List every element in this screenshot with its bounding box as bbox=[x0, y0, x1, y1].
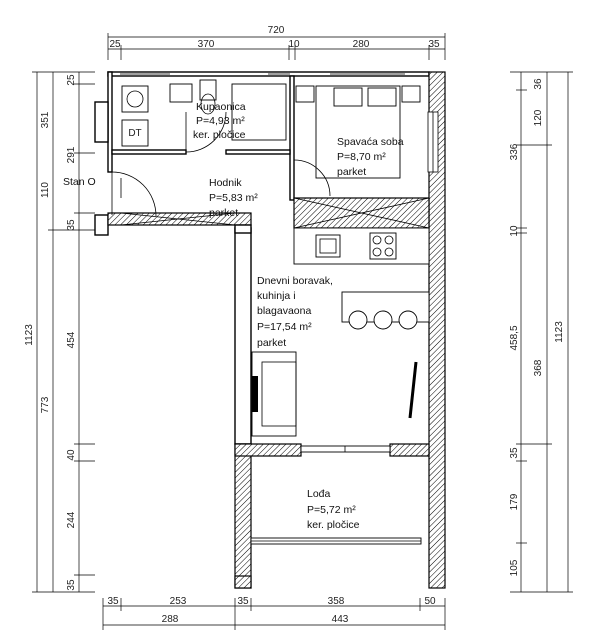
bar-stool bbox=[374, 311, 392, 329]
dim-top-seg: 280 bbox=[352, 39, 370, 50]
dim-bottom-seg: 253 bbox=[169, 596, 187, 607]
dim-left-seg: 351 bbox=[40, 111, 51, 129]
dim-right-outer: 1123 bbox=[554, 321, 565, 343]
bar-stool bbox=[399, 311, 417, 329]
label-hallway-name: Hodnik bbox=[209, 177, 242, 189]
dim-right-seg: 458,5 bbox=[509, 325, 520, 351]
label-living-area: P=17,54 m² bbox=[257, 321, 312, 333]
top-dimension-chain bbox=[108, 25, 445, 60]
dim-bottom-seg: 50 bbox=[424, 596, 436, 607]
washbasin bbox=[170, 84, 192, 102]
entrance-door bbox=[112, 172, 156, 216]
label-loggia-name: Lođa bbox=[307, 488, 331, 500]
dim-bottom-seg: 35 bbox=[237, 596, 249, 607]
dim-right-seg: 179 bbox=[509, 493, 520, 511]
left-dimension-chain bbox=[24, 72, 95, 592]
label-living-floor: parket bbox=[257, 337, 287, 349]
label-bedroom-floor: parket bbox=[337, 166, 367, 178]
dim-bottom-seg: 358 bbox=[327, 596, 345, 607]
dining-set bbox=[342, 292, 429, 329]
dim-bottom-total: 288 bbox=[161, 614, 179, 625]
dim-right-seg: 10 bbox=[509, 225, 520, 237]
right-dimension-chain bbox=[509, 72, 573, 592]
dim-left-seg: 35 bbox=[66, 579, 77, 591]
label-hallway-area: P=5,83 m² bbox=[209, 192, 258, 204]
dim-left-outer: 773 bbox=[40, 396, 51, 414]
label-living-name: Dnevni boravak, bbox=[257, 275, 333, 287]
dryer-label: DT bbox=[128, 128, 142, 139]
label-bathroom-floor: ker. pločice bbox=[193, 129, 246, 141]
dim-right-seg: 36 bbox=[533, 78, 544, 90]
dim-left-outer: 1123 bbox=[24, 324, 35, 346]
bar-stool bbox=[349, 311, 367, 329]
dim-right-seg: 336 bbox=[509, 143, 520, 161]
dim-left-seg: 40 bbox=[66, 449, 77, 461]
dim-right-seg: 35 bbox=[509, 447, 520, 459]
sofa bbox=[252, 352, 296, 436]
kitchen-counter bbox=[294, 228, 429, 264]
label-hallway-floor: parket bbox=[209, 207, 239, 219]
dim-right-seg: 105 bbox=[509, 559, 520, 577]
toilet bbox=[200, 80, 216, 100]
dim-top-total: 720 bbox=[267, 25, 285, 36]
label-loggia-area: P=5,72 m² bbox=[307, 504, 356, 516]
label-living-name: blagavaona bbox=[257, 305, 312, 317]
label-bedroom-area: P=8,70 m² bbox=[337, 151, 386, 163]
nightstand bbox=[296, 86, 314, 102]
dim-left-seg: 244 bbox=[66, 511, 77, 529]
label-living-name: kuhinja i bbox=[257, 290, 296, 302]
dim-right-outer: 368 bbox=[533, 359, 544, 377]
label-entrance: Stan O bbox=[63, 176, 96, 188]
dim-bottom-seg: 35 bbox=[107, 596, 119, 607]
pillow bbox=[334, 88, 362, 106]
label-bathroom-name: Kupaonica bbox=[196, 101, 246, 113]
dim-left-seg: 110 bbox=[40, 182, 51, 198]
dim-right-seg: 120 bbox=[533, 109, 544, 127]
pillow bbox=[368, 88, 396, 106]
dim-top-seg: 35 bbox=[428, 39, 440, 50]
label-bathroom-area: P=4,93 m² bbox=[196, 115, 245, 127]
nightstand bbox=[402, 86, 420, 102]
dim-bottom-total: 443 bbox=[331, 614, 349, 625]
dim-left-seg: 454 bbox=[66, 331, 77, 349]
bottom-dimension-chain bbox=[103, 596, 445, 630]
dim-left-seg: 25 bbox=[66, 74, 77, 86]
label-loggia-floor: ker. pločice bbox=[307, 519, 360, 531]
washing-machine bbox=[122, 86, 148, 112]
dim-top-seg: 25 bbox=[109, 39, 121, 50]
dim-top-seg: 10 bbox=[288, 39, 300, 50]
living-furniture bbox=[252, 352, 416, 436]
dim-top-seg: 370 bbox=[197, 39, 215, 50]
label-bedroom-name: Spavaća soba bbox=[337, 136, 404, 148]
dim-left-seg: 291 bbox=[66, 146, 77, 164]
dim-left-seg: 35 bbox=[66, 219, 77, 231]
